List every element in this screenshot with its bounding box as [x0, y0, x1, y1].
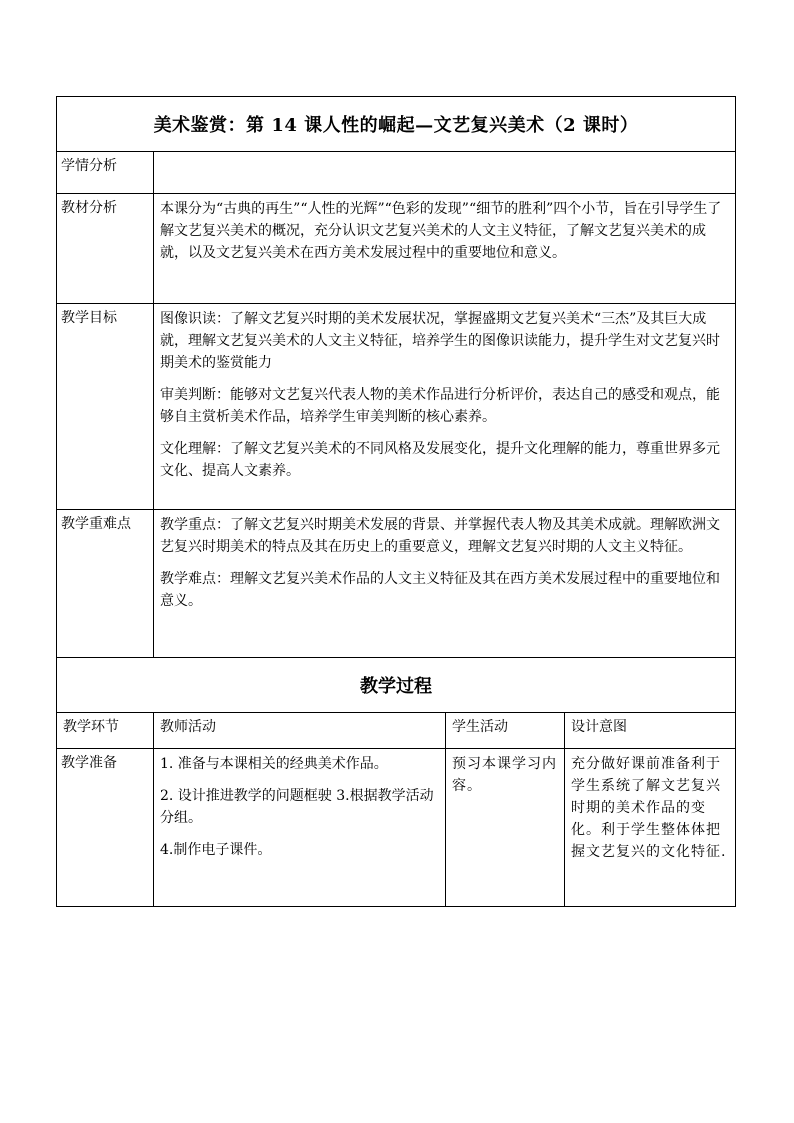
teacher-item: 1. 准备与本课相关的经典美术作品。 [160, 756, 388, 772]
teacher-item: 4.制作电子课件。 [160, 842, 272, 858]
row-mubiao [57, 304, 736, 510]
intent-text: 充分做好课前准备利于学生系统了解文艺复兴时期的美术作品的变化。利于学生整体体把握文艺复兴的文化特征. [571, 756, 727, 860]
content-mubiao [154, 304, 736, 510]
label-mubiao: 教学目标 [57, 304, 154, 510]
label-zhongnan: 教学重难点 [57, 510, 154, 658]
mubiao-paragraph: 文化理解：了解文艺复兴美术的不同风格及发展变化，提升文化理解的能力，尊重世界多元文化、提高人文素养。 [160, 441, 720, 479]
content-zhongnan [154, 510, 736, 658]
label-jiaocai: 教材分析 [57, 194, 154, 304]
jiaocai-text: 本课分为“古典的再生”“人性的光辉”“色彩的发现”“细节的胜利”四个小节，旨在引导学生了解文艺复兴美术的概况，充分认识文艺复兴美术的人文主义特征，了解文艺复兴美术的成就，以及文艺复兴美术在西方美术发展过程中的重要地位和意义。 [160, 201, 722, 261]
row-zhongnan [57, 510, 736, 658]
mubiao-paragraph: 审美判断：能够对文艺复兴代表人物的美术作品进行分析评价，表达自己的感受和观点，能够自主赏析美术作品，培养学生审美判断的核心素养。 [160, 387, 720, 425]
zhongnan-paragraph: 教学重点：了解文艺复兴时期美术发展的背景、并掌握代表人物及其美术成就。理解欧洲文艺复兴时期美术的特点及其在历史上的重要意义，理解文艺复兴时期的人文主义特征。 [160, 517, 720, 555]
lesson-plan-document [56, 96, 735, 907]
zhongnan-paragraph: 教学难点：理解文艺复兴美术作品的人文主义特征及其在西方美术发展过程中的重要地位和意义。 [160, 571, 720, 609]
mubiao-paragraph: 图像识读：了解文艺复兴时期的美术发展状况，掌握盛期文艺复兴美术“三杰”及其巨大成就，理解文艺复兴美术的人文主义特征，培养学生的图像识读能力，提升学生对文艺复兴时期美术的鉴赏能力 [160, 311, 720, 371]
header-teacher: 教师活动 [154, 713, 446, 749]
process-title-row [57, 658, 736, 713]
process-title: 教学过程 [57, 658, 736, 713]
lesson-plan-table [56, 96, 736, 907]
header-student: 学生活动 [446, 713, 565, 749]
row-jiaocai [57, 194, 736, 304]
process-intent [565, 749, 736, 907]
process-teacher [154, 749, 446, 907]
header-intent: 设计意图 [565, 713, 736, 749]
header-stage: 教学环节 [57, 713, 154, 749]
label-xueqing: 学情分析 [57, 152, 154, 194]
process-header-row [57, 713, 736, 749]
teacher-item: 2. 设计推进教学的问题框驶 3.根据教学活动分组。 [160, 788, 434, 826]
row-xueqing [57, 152, 736, 194]
process-stage: 教学准备 [57, 749, 154, 907]
student-text: 预习本课学习内容。 [452, 756, 557, 794]
process-row [57, 749, 736, 907]
content-xueqing [154, 152, 736, 194]
process-student [446, 749, 565, 907]
content-jiaocai [154, 194, 736, 304]
document-title: 美术鉴赏：第 14 课人性的崛起—文艺复兴美术（2 课时） [57, 97, 736, 152]
title-row [57, 97, 736, 152]
